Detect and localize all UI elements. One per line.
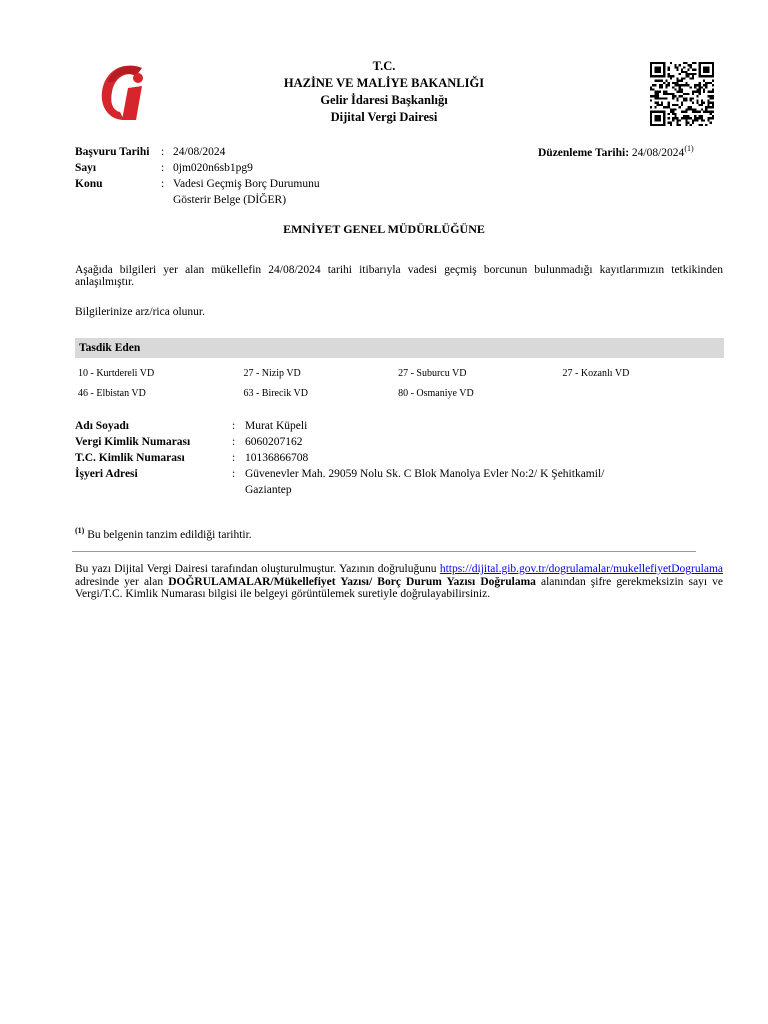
separator: : <box>161 146 165 158</box>
separator: : <box>232 468 236 480</box>
basvuru-label: Başvuru Tarihi <box>75 146 150 158</box>
taxpayer-info <box>75 418 625 498</box>
address-line2: Gaziantep <box>245 484 292 496</box>
tckn-value: 10136866708 <box>245 452 309 464</box>
header-tc: T.C. <box>372 59 396 73</box>
header-office: Dijital Vergi Dairesi <box>330 110 438 124</box>
tasdik-header <box>75 338 724 358</box>
separator: : <box>161 162 165 174</box>
office-cell: 80 - Osmaniye VD <box>398 387 474 399</box>
tckn-label: T.C. Kimlik Numarası <box>75 452 185 464</box>
address-line1: Güvenevler Mah. 29059 Nolu Sk. C Blok Manolya Evler No:2/ K Şehitkamil/ <box>245 468 605 480</box>
issuer-header <box>234 58 534 126</box>
footnote-text: Bu belgenin tanzim edildiği tarihtir. <box>84 528 252 541</box>
office-cell: 63 - Birecik VD <box>243 387 308 399</box>
header-ministry: HAZİNE VE MALİYE BAKANLIĞI <box>283 76 485 90</box>
tasdik-title: Tasdik Eden <box>79 342 141 354</box>
address-label: İşyeri Adresi <box>75 468 138 480</box>
address-value <box>245 466 625 498</box>
gib-logo <box>98 60 150 124</box>
verify-text-1: Bu yazı Dijital Vergi Dairesi tarafından oluşturulmuştur. Yazının doğruluğunu <box>75 563 440 575</box>
name-label: Adı Soyadı <box>75 420 130 432</box>
divider <box>72 551 696 552</box>
office-cell: 10 - Kurtdereli VD <box>78 367 155 379</box>
vkn-label: Vergi Kimlik Numarası <box>75 436 191 448</box>
separator: : <box>232 452 236 464</box>
office-row <box>78 383 728 403</box>
addressee-title: EMNİYET GENEL MÜDÜRLÜĞÜNE <box>283 222 485 236</box>
duzenleme-date <box>538 144 694 159</box>
qr-code <box>650 62 714 126</box>
body-paragraph-1: Aşağıda bilgileri yer alan mükellefin 24/08/2024 tarihi itibarıyla vadesi geçmiş borcunun bulunmadığı kayıtlarımızın tetkikinden anlaşılmıştır. <box>75 264 723 288</box>
separator: : <box>161 178 165 190</box>
name-value: Murat Küpeli <box>245 420 308 432</box>
verify-text-3: alanından şifre gerekmeksizin sayı ve Vergi/T.C. Kimlik Numarası bilgisi ile belgeyi görüntülemek suretiyle doğrulayabilirsiniz. <box>75 575 723 600</box>
duzenleme-value: 24/08/2024 <box>629 146 685 159</box>
verify-bold: DOĞRULAMALAR/Mükellefiyet Yazısı/ Borç Durum Yazısı Doğrulama <box>168 575 536 588</box>
sayi-label: Sayı <box>75 162 97 174</box>
tasdik-offices <box>78 363 728 403</box>
verification-link[interactable]: https://dijital.gib.gov.tr/dogrulamalar/mukellefiyetDogrulama <box>439 563 723 575</box>
header-directorate: Gelir İdaresi Başkanlığı <box>320 93 448 107</box>
verification-note <box>75 563 723 601</box>
office-cell: 27 - Kozanlı VD <box>562 367 630 379</box>
office-cell: 27 - Nizip VD <box>243 367 301 379</box>
footnote-mark: (1) <box>75 526 85 535</box>
sayi-value: 0jm020n6sb1pg9 <box>173 162 253 174</box>
separator: : <box>232 436 236 448</box>
office-row <box>78 363 728 383</box>
office-cell: 27 - Suburcu VD <box>398 367 467 379</box>
konu-value-line1: Vadesi Geçmiş Borç Durumunu <box>173 178 320 190</box>
separator: : <box>232 420 236 432</box>
konu-value-line2: Gösterir Belge (DİĞER) <box>173 194 287 206</box>
office-cell: 46 - Elbistan VD <box>78 387 146 399</box>
verify-text-2: adresinde yer alan <box>75 575 169 588</box>
vkn-value: 6060207162 <box>245 436 303 448</box>
document-meta <box>75 144 353 208</box>
konu-value <box>173 176 353 208</box>
duzenleme-note: (1) <box>684 144 694 153</box>
body-paragraph-2: Bilgilerinize arz/rica olunur. <box>75 306 205 318</box>
footnote <box>75 526 252 541</box>
basvuru-value: 24/08/2024 <box>173 146 226 158</box>
konu-label: Konu <box>75 178 103 190</box>
duzenleme-label: Düzenleme Tarihi: <box>538 146 630 159</box>
